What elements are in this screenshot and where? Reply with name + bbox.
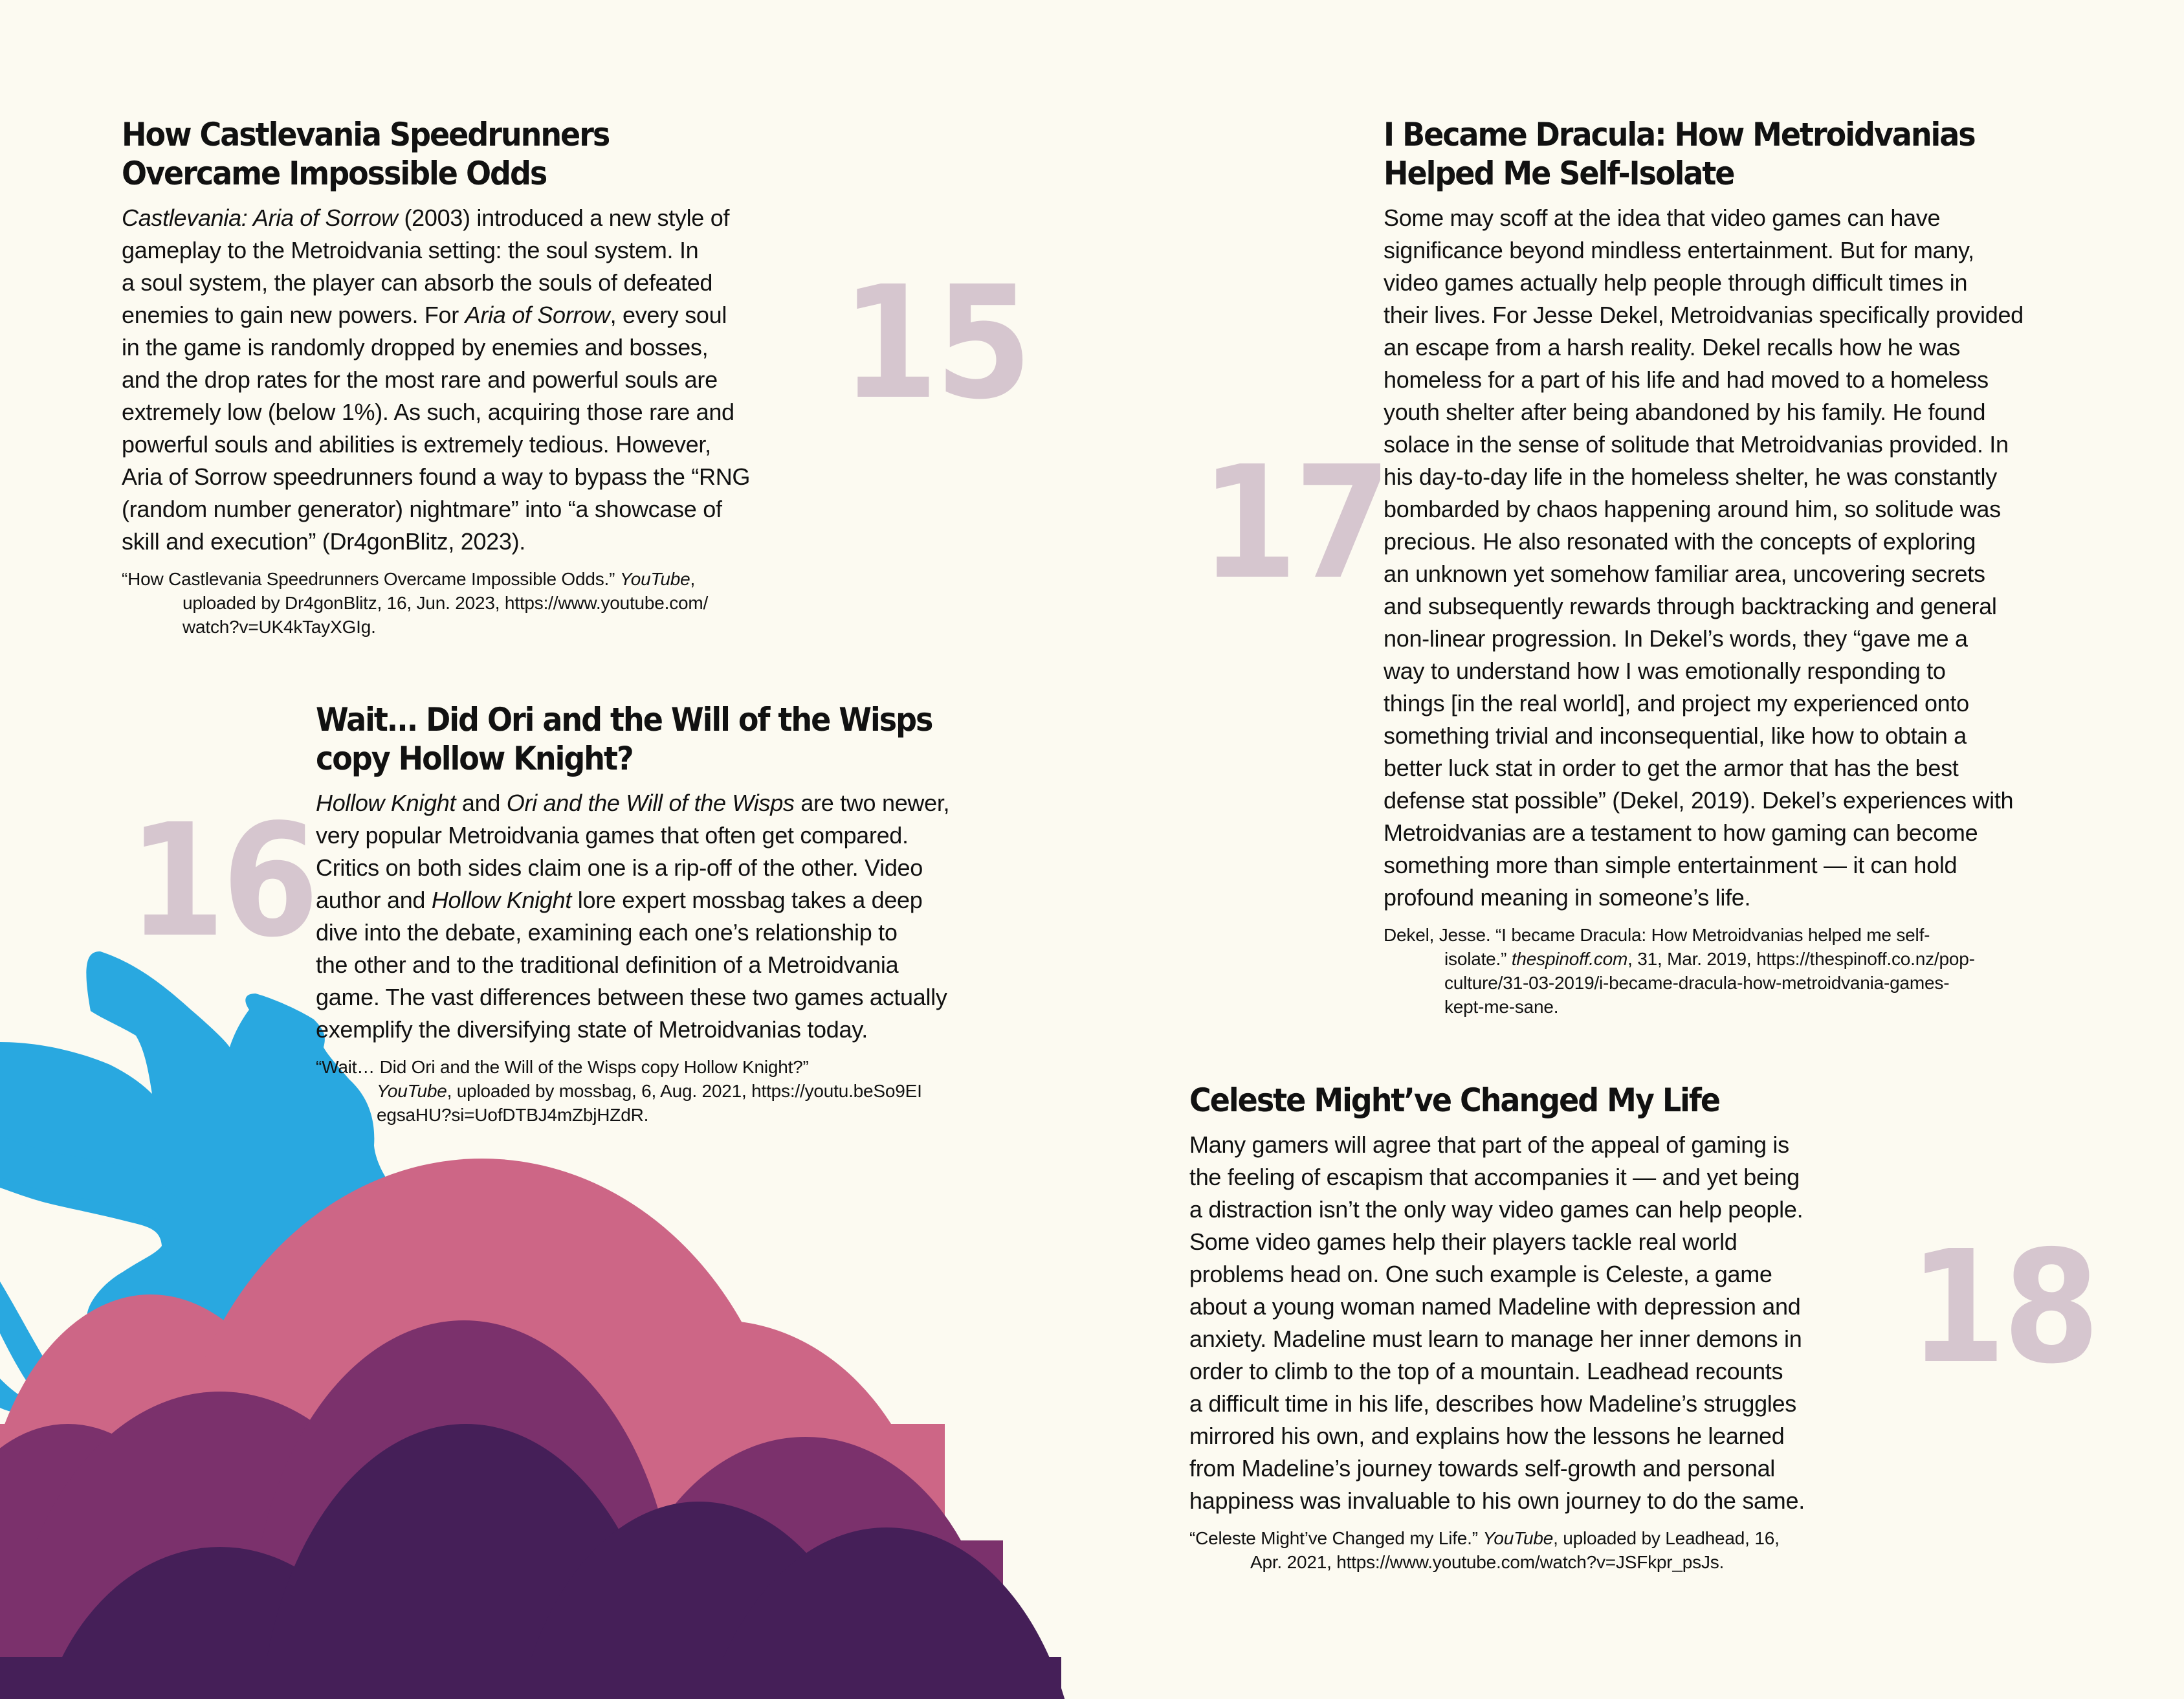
text: precious. He also resonated with the concepts of exploring — [1384, 528, 1976, 555]
citation-line — [122, 591, 750, 615]
article-citation — [1384, 923, 2026, 1019]
text: watch?v=UK4kTayXGIg. — [182, 617, 376, 637]
text: a distraction isn’t the only way video games can help people. — [1189, 1196, 1803, 1223]
body-line — [1384, 331, 2026, 364]
body-line — [1189, 1420, 1805, 1452]
article-ori-vs-hollow-knight — [316, 700, 986, 1127]
title-line: Wait... Did Ori and the Will of the Wisps — [316, 701, 932, 738]
body-line — [1189, 1194, 1805, 1226]
title-line: Celeste Might’ve Changed My Life — [1189, 1082, 1720, 1119]
text: significance beyond mindless entertainment. But for many, — [1384, 237, 1974, 263]
body-line — [316, 949, 986, 981]
text: a difficult time in his life, describes how Madeline’s struggles — [1189, 1390, 1796, 1417]
article-title — [316, 700, 932, 778]
body-line — [122, 428, 750, 461]
text: the other and to the traditional definition of a Metroidvania — [316, 951, 899, 978]
body-line — [122, 364, 750, 396]
text: and the drop rates for the most rare and powerful souls are — [122, 366, 718, 393]
italic-text: Castlevania: Aria of Sorrow — [122, 205, 398, 231]
citation-line — [1384, 923, 2026, 947]
text: non-linear progression. In Dekel’s words, they “gave me a — [1384, 625, 1968, 652]
body-line — [1384, 655, 2026, 687]
citation-line — [316, 1103, 986, 1127]
text: kept-me-sane. — [1444, 997, 1559, 1017]
text: Some may scoff at the idea that video games can have — [1384, 205, 1941, 231]
article-body — [1189, 1129, 1805, 1517]
italic-text: YouTube — [619, 569, 690, 589]
body-line — [1384, 752, 2026, 784]
text: are two newer, — [794, 790, 950, 816]
text: gameplay to the Metroidvania setting: the soul system. In — [122, 237, 699, 263]
body-line — [1189, 1258, 1805, 1291]
citation-line — [316, 1079, 986, 1103]
body-line — [1384, 623, 2026, 655]
title-line: How Castlevania Speedrunners — [122, 116, 610, 153]
text: , — [690, 569, 696, 589]
body-line — [1384, 267, 2026, 299]
text: very popular Metroidvania games that often get compared. — [316, 822, 909, 849]
article-body — [122, 202, 750, 558]
title-line: Overcame Impossible Odds — [122, 155, 547, 192]
body-line — [316, 1014, 986, 1046]
article-title — [122, 115, 700, 193]
body-line — [122, 202, 750, 234]
body-line — [1384, 202, 2026, 234]
citation-line — [1384, 995, 2026, 1019]
body-line — [1189, 1452, 1805, 1485]
body-line — [1384, 396, 2026, 428]
title-line: copy Hollow Knight? — [316, 740, 633, 777]
body-line — [1189, 1161, 1805, 1194]
text: , uploaded by Leadhead, 16, — [1553, 1528, 1780, 1548]
text: skill and execution” (Dr4gonBlitz, 2023). — [122, 528, 526, 555]
body-line — [316, 819, 986, 852]
text: Many gamers will agree that part of the appeal of gaming is — [1189, 1131, 1789, 1158]
body-line — [1189, 1485, 1805, 1517]
italic-text: Ori and the Will of the Wisps — [506, 790, 795, 816]
article-citation — [122, 567, 750, 639]
text: “Celeste Might’ve Changed my Life.” — [1189, 1528, 1483, 1548]
body-line — [122, 461, 750, 493]
citation-line — [1189, 1526, 1805, 1550]
italic-text: YouTube — [1483, 1528, 1554, 1548]
body-line — [122, 267, 750, 299]
text: problems head on. One such example is Celeste, a game — [1189, 1261, 1772, 1287]
body-line — [1189, 1129, 1805, 1161]
body-line — [1384, 461, 2026, 493]
text: way to understand how I was emotionally responding to — [1384, 658, 1946, 684]
body-line — [1189, 1388, 1805, 1420]
text: video games actually help people through difficult times in — [1384, 269, 1968, 296]
citation-line — [122, 567, 750, 591]
text: (random number generator) nightmare” into “a showcase of — [122, 496, 722, 522]
text: in the game is randomly dropped by enemies and bosses, — [122, 334, 709, 361]
text: exemplify the diversifying state of Metroidvanias today. — [316, 1016, 868, 1043]
article-celeste — [1189, 1081, 1805, 1574]
text: an escape from a harsh reality. Dekel recalls how he was — [1384, 334, 1960, 361]
body-line — [316, 981, 986, 1014]
text: profound meaning in someone’s life. — [1384, 884, 1751, 911]
body-line — [316, 884, 986, 916]
text: egsaHU?si=UofDTBJ4mZbjHZdR. — [377, 1105, 649, 1125]
text: the feeling of escapism that accompanies it — and yet being — [1189, 1164, 1800, 1190]
body-line — [1384, 849, 2026, 882]
article-citation — [316, 1055, 986, 1127]
text: isolate.” — [1444, 949, 1512, 969]
text: solace in the sense of solitude that Metroidvanias provided. In — [1384, 431, 2009, 458]
text: about a young woman named Madeline with depression and — [1189, 1293, 1801, 1320]
italic-text: YouTube — [377, 1081, 447, 1101]
text: homeless for a part of his life and had moved to a homeless — [1384, 366, 1989, 393]
text: , uploaded by mossbag, 6, Aug. 2021, https://youtu.beSo9EI — [447, 1081, 922, 1101]
body-line — [316, 787, 986, 819]
body-line — [1384, 364, 2026, 396]
text: bombarded by chaos happening around him, so solitude was — [1384, 496, 2001, 522]
body-line — [1189, 1226, 1805, 1258]
body-line — [1384, 784, 2026, 817]
article-body — [316, 787, 986, 1046]
title-line: Helped Me Self-Isolate — [1384, 155, 1734, 192]
text: their lives. For Jesse Dekel, Metroidvanias specifically provided — [1384, 302, 2024, 328]
body-line — [1189, 1291, 1805, 1323]
text: Critics on both sides claim one is a rip-off of the other. Video — [316, 854, 923, 881]
body-line — [1384, 234, 2026, 267]
text: Some video games help their players tackle real world — [1189, 1228, 1737, 1255]
text: Aria of Sorrow speedrunners found a way to bypass the “RNG — [122, 463, 751, 490]
text: , 31, Mar. 2019, https://thespinoff.co.nz/pop- — [1627, 949, 1975, 969]
text: and subsequently rewards through backtracking and general — [1384, 593, 1997, 619]
numeral-17: 17 — [1200, 432, 1388, 614]
numeral-16: 16 — [128, 790, 316, 972]
text: lore expert mossbag takes a deep — [571, 887, 923, 913]
body-line — [122, 493, 750, 526]
body-line — [316, 852, 986, 884]
citation-line — [1384, 947, 2026, 971]
italic-text: Aria of Sorrow — [465, 302, 610, 328]
numeral-15: 15 — [841, 252, 1029, 434]
body-line — [122, 299, 750, 331]
text: Dekel, Jesse. “I became Dracula: How Metroidvanias helped me self- — [1384, 925, 1930, 945]
body-line — [122, 396, 750, 428]
text: dive into the debate, examining each one’s relationship to — [316, 919, 898, 946]
text: (2003) introduced a new style of — [397, 205, 730, 231]
body-line — [122, 526, 750, 558]
body-line — [1384, 493, 2026, 526]
body-line — [316, 916, 986, 949]
body-line — [1384, 428, 2026, 461]
body-line — [122, 234, 750, 267]
text: enemies to gain new powers. For — [122, 302, 465, 328]
citation-line — [1384, 971, 2026, 995]
text: his day-to-day life in the homeless shelter, he was constantly — [1384, 463, 1997, 490]
article-title — [1189, 1081, 1756, 1120]
text: “Wait… Did Ori and the Will of the Wisps copy Hollow Knight?” — [316, 1057, 809, 1077]
body-line — [122, 331, 750, 364]
text: something trivial and inconsequential, like how to obtain a — [1384, 722, 1967, 749]
citation-line — [122, 615, 750, 639]
text: defense stat possible” (Dekel, 2019). Dekel’s experiences with — [1384, 787, 2014, 814]
text: Metroidvanias are a testament to how gaming can become — [1384, 819, 1978, 846]
italic-text: Hollow Knight — [431, 887, 572, 913]
body-line — [1384, 299, 2026, 331]
body-line — [1189, 1323, 1805, 1355]
body-line — [1384, 590, 2026, 623]
text: things [in the real world], and project my experienced onto — [1384, 690, 1969, 716]
article-citation — [1189, 1526, 1805, 1574]
body-line — [1384, 817, 2026, 849]
body-line — [1384, 526, 2026, 558]
text: an unknown yet somehow familiar area, uncovering secrets — [1384, 561, 1985, 587]
article-title — [1384, 115, 1975, 193]
text: extremely low (below 1%). As such, acquiring those rare and — [122, 399, 734, 425]
body-line — [1384, 687, 2026, 720]
citation-line — [316, 1055, 986, 1079]
text: anxiety. Madeline must learn to manage her inner demons in — [1189, 1326, 1802, 1352]
text: and — [456, 790, 507, 816]
body-line — [1384, 720, 2026, 752]
text: “How Castlevania Speedrunners Overcame Impossible Odds.” — [122, 569, 620, 589]
text: something more than simple entertainment — it can hold — [1384, 852, 1958, 878]
text: uploaded by Dr4gonBlitz, 16, Jun. 2023, https://www.youtube.com/ — [182, 593, 709, 613]
text: powerful souls and abilities is extremely tedious. However, — [122, 431, 711, 458]
text: , every soul — [610, 302, 727, 328]
text: order to climb to the top of a mountain. Leadhead recounts — [1189, 1358, 1783, 1384]
text: happiness was invaluable to his own journey to do the same. — [1189, 1487, 1805, 1514]
title-line: I Became Dracula: How Metroidvanias — [1384, 116, 1975, 153]
body-line — [1189, 1355, 1805, 1388]
text: youth shelter after being abandoned by his family. He found — [1384, 399, 1986, 425]
text: game. The vast differences between these two games actually — [316, 984, 947, 1010]
italic-text: Hollow Knight — [316, 790, 456, 816]
text: culture/31-03-2019/i-became-dracula-how-metroidvania-games- — [1444, 973, 1950, 993]
body-line — [1384, 558, 2026, 590]
text: from Madeline’s journey towards self-growth and personal — [1189, 1455, 1775, 1482]
body-line — [1384, 882, 2026, 914]
article-body — [1384, 202, 2026, 914]
italic-text: thespinoff.com — [1511, 949, 1628, 969]
text: a soul system, the player can absorb the souls of defeated — [122, 269, 713, 296]
article-i-became-dracula — [1384, 115, 2026, 1019]
numeral-18: 18 — [1909, 1217, 2097, 1398]
text: better luck stat in order to get the armor that has the best — [1384, 755, 1959, 781]
text: author and — [316, 887, 432, 913]
text: Apr. 2021, https://www.youtube.com/watch?v=JSFkpr_psJs. — [1250, 1552, 1725, 1572]
article-castlevania-speedrunners — [122, 115, 750, 639]
citation-line — [1189, 1550, 1805, 1574]
text: mirrored his own, and explains how the lessons he learned — [1189, 1423, 1785, 1449]
